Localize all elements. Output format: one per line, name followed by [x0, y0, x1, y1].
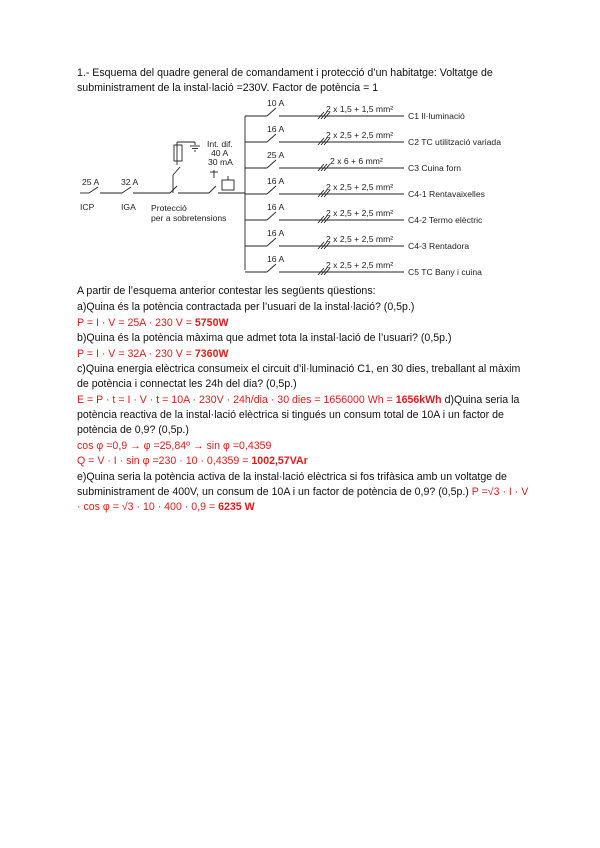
question-e-block	[77, 470, 533, 515]
diff-label-2: 40 A	[211, 148, 229, 158]
surge-label-1: Protecció	[151, 203, 187, 213]
question-c: c)Quina energia elèctrica consumeix el circuit d’il·luminació C1, en 30 dies, treballant al màxim de potència i connectat les 24h del dia? (0,5p.)	[77, 363, 521, 390]
answer-e-work: P =√3 · I · V · cos φ = √3 · 10 · 400 · 0,9 =	[77, 486, 529, 513]
answer-d-result: 1002,57VAr	[251, 455, 308, 467]
circuit-rating: 16 A	[267, 228, 285, 238]
circuit-cable: 2 x 2,5 + 2,5 mm²	[326, 182, 394, 192]
circuit-name: C4-2 Termo elèctric	[408, 215, 483, 225]
circuit-rating: 25 A	[267, 150, 285, 160]
answer-e-result: 6235 W	[218, 501, 255, 513]
question-a: a)Quina és la potència contractada per l’usuari de la instal·lació? (0,5p.)	[77, 301, 415, 313]
circuit-cable: 2 x 1,5 + 1,5 mm²	[326, 104, 394, 114]
answer-d-work: Q = V · I · sin φ =230 · 10 · 0,4359 =	[77, 455, 252, 467]
question-b: b)Quina és la potència màxima que admet tota la instal·lació de l’usuari? (0,5p.)	[77, 332, 452, 344]
answer-b	[77, 347, 533, 362]
answer-a-work: P = I · V = 25A · 230 V =	[77, 317, 195, 329]
questions-lead: A partir de l’esquema anterior contestar les següents qüestions:	[77, 285, 376, 297]
circuit-name: C2 TC utilització variada	[408, 137, 501, 147]
surge-label-2: per a sobretensions	[151, 213, 227, 223]
answer-c-result: 1656kWh	[395, 394, 442, 406]
circuit-name: C3 Cuina forn	[408, 163, 462, 173]
iga-rating: 32 A	[121, 177, 139, 187]
question-d: d)Quina seria la potència reactiva de la instal·lació elèctrica si tingués un consum total de 10A i un factor de potència de 0,9? (0,5p.)	[77, 394, 520, 436]
answer-c-and-question-d	[77, 393, 533, 438]
circuit-cable: 2 x 6 + 6 mm²	[330, 156, 383, 166]
circuit-cable: 2 x 2,5 + 2,5 mm²	[326, 260, 394, 270]
circuit-name: C1 Il·luminació	[408, 111, 465, 121]
answer-d-line1: cos φ =0,9 → φ =25,84º → sin φ =0,4359	[77, 440, 272, 452]
circuit-name: C5 TC Bany i cuina	[408, 267, 482, 277]
answer-b-work: P = I · V = 32A · 230 V =	[77, 348, 195, 360]
answer-d	[77, 454, 533, 469]
answer-a-result: 5750W	[194, 317, 229, 329]
circuit-cable: 2 x 2,5 + 2,5 mm²	[326, 130, 394, 140]
circuit-name: C4-3 Rentadora	[408, 241, 470, 251]
circuit-rating: 16 A	[267, 124, 285, 134]
iga-label: IGA	[121, 202, 136, 212]
diff-label-1: Int. dif.	[207, 139, 233, 149]
question-e: e)Quina seria la potència activa de la instal·lació elèctrica si fos trifàsica amb un voltatge de subministrament de 400V, un consum de 10A i un factor de potència de 0,9? (0,5p.)	[77, 471, 507, 498]
diff-label-3: 30 mA	[208, 157, 233, 167]
circuit-rating: 16 A	[267, 202, 285, 212]
answer-b-result: 7360W	[194, 348, 229, 360]
circuit-rating: 16 A	[267, 254, 285, 264]
icp-rating: 25 A	[82, 177, 100, 187]
circuit-name: C4-1 Rentavaixelles	[408, 189, 485, 199]
circuit-cable: 2 x 2,5 + 2,5 mm²	[326, 234, 394, 244]
circuit-rating: 16 A	[267, 176, 285, 186]
answer-a	[77, 316, 533, 331]
circuit-rating: 10 A	[267, 98, 285, 108]
intro-paragraph: 1.- Esquema del quadre general de comandament i protecció d’un habitatge: Voltatge de subministrament de la instal·lació =230V. Factor de potència = 1	[77, 67, 493, 94]
answer-c-work: E = P · t = I · V · t = 10A · 230V · 24h/dia · 30 dies = 1656000 Wh =	[77, 394, 396, 406]
icp-label: ICP	[80, 202, 95, 212]
circuit-cable: 2 x 2,5 + 2,5 mm²	[326, 208, 394, 218]
